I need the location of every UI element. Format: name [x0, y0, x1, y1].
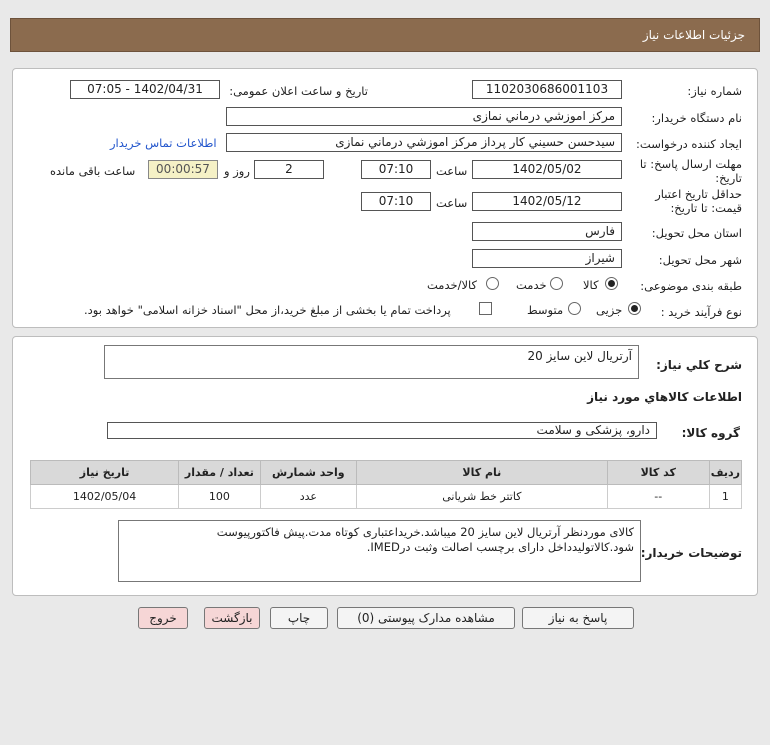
buyer-org-field: مرکز اموزشي درماني نمازی	[226, 107, 622, 126]
days-field: 2	[254, 160, 324, 179]
validity-label-2: قیمت: تا تاریخ:	[670, 201, 742, 215]
summary-label: شرح کلي نياز:	[656, 358, 742, 372]
goods-group-label: گروه کالا:	[681, 426, 740, 440]
purchase-option-small: جزیی	[596, 303, 623, 317]
category-label: طبقه بندی موضوعی:	[640, 279, 742, 293]
col-unit: واحد شمارش	[260, 461, 356, 485]
need-number-label: شماره نیاز:	[687, 84, 742, 98]
col-row: ردیف	[709, 461, 741, 485]
col-code: کد کالا	[607, 461, 709, 485]
announce-field: 1402/04/31 - 07:05	[70, 80, 220, 99]
table-header-row	[31, 461, 742, 485]
validity-label-1: حداقل تاریخ اعتبار	[655, 187, 742, 201]
col-qty: تعداد / مقدار	[179, 461, 260, 485]
col-name: نام کالا	[357, 461, 608, 485]
deadline-label-1: مهلت ارسال پاسخ: تا	[639, 157, 742, 171]
goods-group-field: دارو، پزشکی و سلامت	[107, 422, 657, 439]
city-field: شیراز	[472, 249, 622, 268]
cell-unit: عدد	[260, 485, 356, 509]
deadline-time-label: ساعت	[436, 164, 468, 178]
goods-table	[30, 460, 742, 509]
validity-date-field: 1402/05/12	[472, 192, 622, 211]
page-title: جزئیات اطلاعات نیاز	[642, 28, 745, 42]
deadline-label-2: تاریخ:	[715, 171, 742, 185]
treasury-payment-checkbox[interactable]	[479, 302, 492, 315]
requester-label: ایجاد کننده درخواست:	[636, 137, 742, 151]
buyer-org-label: نام دستگاه خریدار:	[651, 111, 742, 125]
back-button[interactable]: بازگشت	[204, 607, 260, 629]
category-option-goods: کالا	[583, 278, 599, 292]
category-radio-service[interactable]	[550, 277, 563, 290]
city-label: شهر محل تحویل:	[658, 253, 742, 267]
cell-name: کاتتر خط شریانی	[357, 485, 608, 509]
goods-info-heading: اطلاعات کالاهاي مورد نياز	[587, 390, 742, 404]
table-row	[31, 485, 742, 509]
province-field: فارس	[472, 222, 622, 241]
need-number-field: 1102030686001103	[472, 80, 622, 99]
validity-time-field: 07:10	[361, 192, 431, 211]
remaining-time-field: 00:00:57	[148, 160, 218, 179]
page-header	[10, 18, 760, 52]
remaining-label: ساعت باقی مانده	[50, 164, 136, 178]
days-label: روز و	[224, 164, 250, 178]
deadline-time-field: 07:10	[361, 160, 431, 179]
cell-qty: 100	[179, 485, 260, 509]
deadline-date-field: 1402/05/02	[472, 160, 622, 179]
province-label: استان محل تحویل:	[651, 226, 742, 240]
requester-field: سیدحسن حسيني كار پرداز مرکز اموزشي درماني نمازی	[226, 133, 622, 152]
cell-date: 1402/05/04	[31, 485, 179, 509]
buyer-notes-label: توضیحات خریدار:	[640, 546, 742, 560]
purchase-radio-medium[interactable]	[568, 302, 581, 315]
purchase-option-medium: متوسط	[527, 303, 564, 317]
print-button[interactable]: چاپ	[270, 607, 328, 629]
validity-time-label: ساعت	[436, 196, 468, 210]
category-radio-goods-service[interactable]	[486, 277, 499, 290]
treasury-payment-note: پرداخت تمام یا بخشی از مبلغ خرید،از محل "اسناد خزانه اسلامی" خواهد بود.	[84, 303, 451, 317]
buyer-notes-line-2: شود.کالاتولیدداخل دارای برچسب اصالت وثبت درIMED.	[366, 540, 634, 554]
attachments-button[interactable]: مشاهده مدارک پیوستی (0)	[337, 607, 515, 629]
exit-button[interactable]: خروج	[138, 607, 188, 629]
cell-code: --	[607, 485, 709, 509]
buyer-notes-box	[118, 520, 641, 582]
buyer-notes-line-1: کالای موردنظر آرتریال لاین سایز 20 میباشد.خریداعتباری کوتاه مدت.پیش فاکتورپیوست	[216, 525, 634, 539]
summary-field: آرتریال لاین سایز 20	[104, 345, 639, 379]
purchase-type-label: نوع فرآیند خرید :	[660, 305, 742, 319]
reply-button[interactable]: پاسخ به نیاز	[522, 607, 634, 629]
announce-label: تاریخ و ساعت اعلان عمومی:	[229, 84, 368, 98]
buyer-contact-link[interactable]: اطلاعات تماس خریدار	[110, 136, 217, 150]
category-radio-goods[interactable]	[605, 277, 618, 290]
category-option-service: خدمت	[516, 278, 547, 292]
cell-row: 1	[709, 485, 741, 509]
purchase-radio-small[interactable]	[628, 302, 641, 315]
category-option-goods-service: کالا/خدمت	[427, 278, 478, 292]
col-date: تاریخ نیاز	[31, 461, 179, 485]
